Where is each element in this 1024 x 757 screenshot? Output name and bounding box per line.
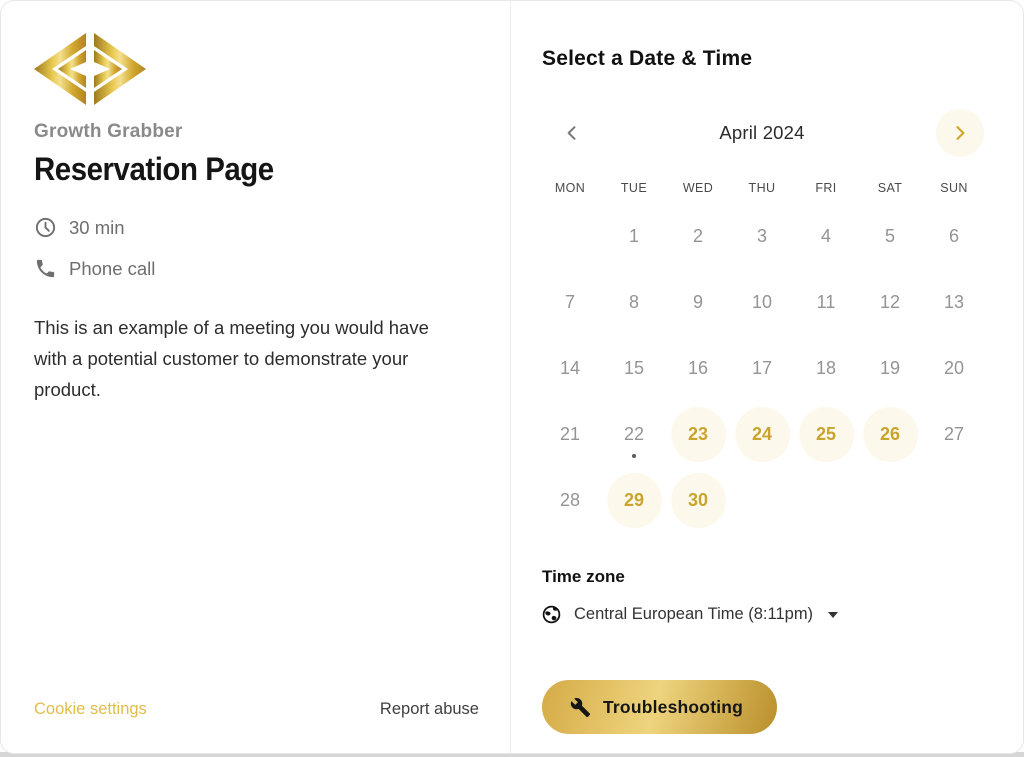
- weekday-header-row: [538, 173, 986, 203]
- day-number: 20: [943, 357, 965, 378]
- calendar-day: [922, 401, 986, 467]
- day-number: 7: [564, 291, 575, 312]
- day-number: 13: [943, 291, 965, 312]
- day-number: 23: [687, 423, 709, 444]
- calendar-day: [602, 203, 666, 269]
- report-abuse-link[interactable]: Report abuse: [379, 700, 479, 718]
- page-title: Reservation Page: [34, 151, 274, 187]
- day-number: 26: [879, 423, 901, 444]
- brand-logo-icon: [34, 31, 146, 107]
- today-dot: [632, 454, 636, 458]
- prev-month-button[interactable]: [556, 117, 588, 149]
- day-number: 22: [623, 423, 645, 444]
- day-number: 3: [756, 225, 767, 246]
- day-number: 24: [751, 423, 773, 444]
- calendar-day: [538, 269, 602, 335]
- weekday-label: TUE: [620, 181, 648, 195]
- cookie-settings-link[interactable]: Cookie settings: [34, 700, 147, 718]
- calendar-day[interactable]: [730, 401, 794, 467]
- calendar-day: [602, 269, 666, 335]
- calendar-day: [730, 203, 794, 269]
- calendar-nav: [538, 109, 986, 157]
- weekday-label: MON: [554, 181, 586, 195]
- day-number: 10: [751, 291, 773, 312]
- calendar-day: [794, 269, 858, 335]
- event-type-text: Phone call: [69, 257, 156, 279]
- calendar-day: [666, 203, 730, 269]
- calendar-empty-cell: [858, 467, 922, 533]
- timezone-label: Time zone: [542, 567, 625, 586]
- calendar-day: [602, 335, 666, 401]
- day-number: 2: [692, 225, 703, 246]
- duration-row: [34, 216, 479, 239]
- weekday-label: FRI: [815, 181, 837, 195]
- calendar-day: [666, 269, 730, 335]
- timezone-selector[interactable]: [542, 605, 838, 624]
- calendar-day: [922, 269, 986, 335]
- brand-name: Growth Grabber: [34, 121, 183, 142]
- caret-down-icon: [828, 612, 838, 618]
- event-meta: [34, 216, 479, 280]
- calendar-day: [538, 401, 602, 467]
- calendar-day: [666, 335, 730, 401]
- day-number: 8: [628, 291, 639, 312]
- day-number: 15: [623, 357, 645, 378]
- day-number: 21: [559, 423, 581, 444]
- calendar-grid: [538, 203, 986, 533]
- wrench-icon: [570, 697, 591, 718]
- calendar-heading: Select a Date & Time: [542, 47, 753, 70]
- next-month-button[interactable]: [936, 109, 984, 157]
- calendar-day: [858, 203, 922, 269]
- day-number: 9: [692, 291, 703, 312]
- calendar-day: [730, 269, 794, 335]
- day-number: 18: [815, 357, 837, 378]
- date-picker-panel: [511, 1, 1023, 753]
- calendar-day: [794, 203, 858, 269]
- calendar-day: [858, 269, 922, 335]
- calendar-empty-cell: [922, 467, 986, 533]
- left-footer: [34, 700, 479, 731]
- day-number: 17: [751, 357, 773, 378]
- month-label: April 2024: [719, 122, 805, 143]
- timezone-value: Central European Time (8:11pm): [574, 605, 814, 623]
- calendar-day: [922, 335, 986, 401]
- day-number: 29: [623, 489, 645, 510]
- day-number: 25: [815, 423, 837, 444]
- calendar-day: [538, 335, 602, 401]
- calendar-day: [538, 467, 602, 533]
- calendar-empty-cell: [538, 203, 602, 269]
- calendar-empty-cell: [730, 467, 794, 533]
- chevron-left-icon: [562, 123, 582, 143]
- weekday-label: THU: [748, 181, 776, 195]
- day-number: 27: [943, 423, 965, 444]
- calendar-day: [730, 335, 794, 401]
- calendar: [538, 71, 986, 533]
- day-number: 4: [820, 225, 831, 246]
- event-info-panel: [1, 1, 511, 753]
- calendar-day[interactable]: [858, 401, 922, 467]
- calendar-day: [794, 335, 858, 401]
- weekday-label: SUN: [940, 181, 968, 195]
- day-number: 30: [687, 489, 709, 510]
- event-type-row: [34, 257, 479, 280]
- event-description: This is an example of a meeting you would have with a potential customer to demonstrate your product.: [34, 317, 429, 400]
- calendar-day: [922, 203, 986, 269]
- troubleshooting-label: Troubleshooting: [603, 696, 744, 717]
- day-number: 28: [559, 489, 581, 510]
- globe-icon: [542, 605, 561, 624]
- weekday-label: SAT: [877, 181, 903, 195]
- day-number: 19: [879, 357, 901, 378]
- calendar-day[interactable]: [602, 467, 666, 533]
- calendar-day[interactable]: [666, 401, 730, 467]
- day-number: 5: [884, 225, 895, 246]
- duration-text: 30 min: [69, 216, 125, 238]
- day-number: 16: [687, 357, 709, 378]
- weekday-label: WED: [682, 181, 714, 195]
- day-number: 12: [879, 291, 901, 312]
- day-number: 1: [628, 225, 639, 246]
- calendar-day: [858, 335, 922, 401]
- day-number: 14: [559, 357, 581, 378]
- calendar-empty-cell: [794, 467, 858, 533]
- calendar-day[interactable]: [666, 467, 730, 533]
- clock-icon: [34, 216, 57, 239]
- troubleshooting-button[interactable]: [542, 680, 777, 734]
- calendar-day[interactable]: [794, 401, 858, 467]
- day-number: 11: [816, 291, 836, 312]
- day-number: 6: [948, 225, 959, 246]
- phone-icon: [34, 257, 57, 280]
- calendar-day: [602, 401, 666, 467]
- chevron-right-icon: [950, 123, 970, 143]
